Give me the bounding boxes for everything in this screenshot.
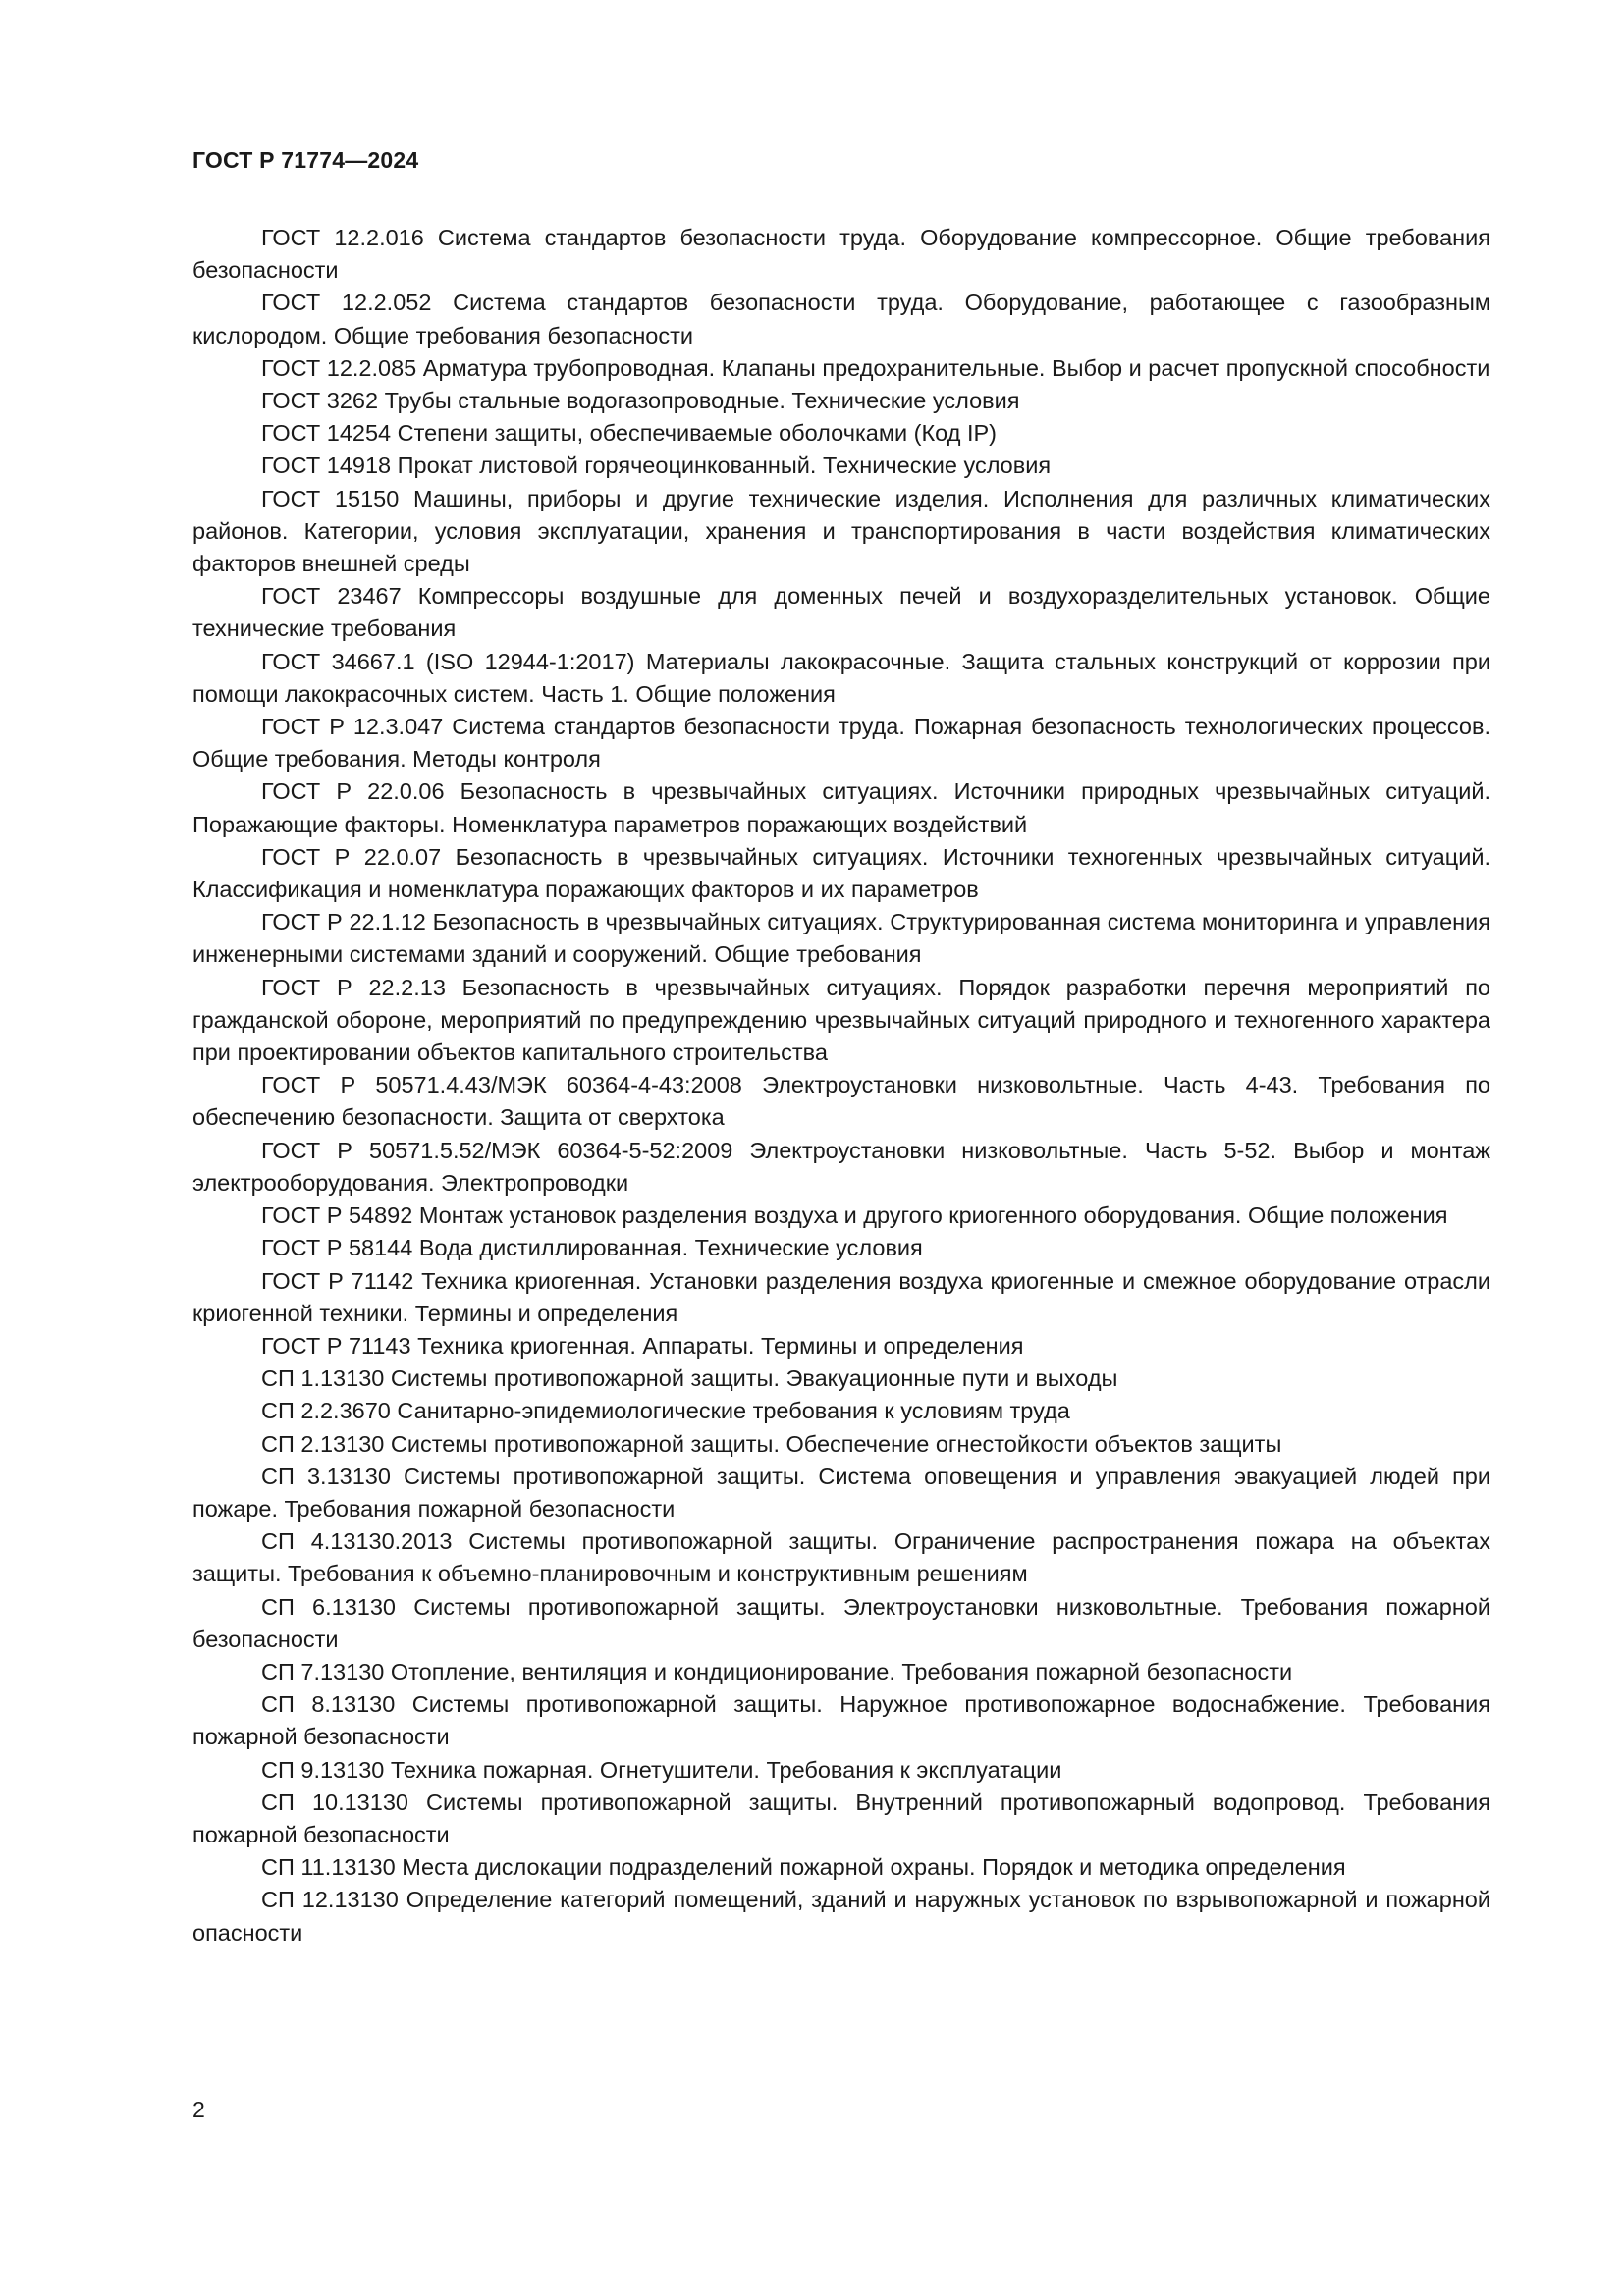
normative-references-list (192, 222, 1490, 1949)
reference-item: ГОСТ Р 22.1.12 Безопасность в чрезвычайных ситуациях. Структурированная система мониторинга и управления инженерными системами зданий и сооружений. Общие требования (192, 909, 1490, 968)
reference-item: СП 8.13130 Системы противопожарной защиты. Наружное противопожарное водоснабжение. Требования пожарной безопасности (192, 1691, 1490, 1750)
reference-item: ГОСТ Р 22.0.07 Безопасность в чрезвычайных ситуациях. Источники техногенных чрезвычайных ситуаций. Классификация и номенклатура поражающих факторов и их параметров (192, 843, 1490, 903)
reference-item: ГОСТ Р 50571.4.43/МЭК 60364-4-43:2008 Электроустановки низковольтные. Часть 4-43. Требования по обеспечению безопасности. Защита от сверхтока (192, 1072, 1490, 1131)
reference-item: ГОСТ 14918 Прокат листовой горячеоцинкованный. Технические условия (261, 453, 1052, 479)
reference-item: ГОСТ 14254 Степени защиты, обеспечиваемые оболочками (Код IP) (261, 420, 997, 447)
reference-item: СП 2.13130 Системы противопожарной защиты. Обеспечение огнестойкости объектов защиты (261, 1430, 1282, 1457)
reference-item: ГОСТ 12.2.052 Система стандартов безопасности труда. Оборудование, работающее с газообразным кислородом. Общие требования безопасности (192, 290, 1490, 348)
reference-item: ГОСТ Р 54892 Монтаж установок разделения воздуха и другого криогенного оборудования. Общие положения (261, 1202, 1448, 1229)
document-header-title: ГОСТ Р 71774—2024 (192, 147, 419, 173)
reference-item: ГОСТ 34667.1 (ISO 12944-1:2017) Материалы лакокрасочные. Защита стальных конструкций от коррозии при помощи лакокрасочных систем. Часть 1. Общие положения (192, 648, 1490, 707)
reference-item: ГОСТ 23467 Компрессоры воздушные для доменных печей и воздухоразделительных установок. Общие технические требования (192, 583, 1490, 642)
reference-item: ГОСТ 15150 Машины, приборы и другие технические изделия. Исполнения для различных климатических районов. Категории, условия эксплуатации, хранения и транспортирования в части воздействия климатических факторов внешней среды (192, 485, 1490, 577)
reference-item: СП 12.13130 Определение категорий помещений, зданий и наружных установок по взрывопожарной и пожарной опасности (192, 1887, 1490, 1946)
reference-item: СП 7.13130 Отопление, вентиляция и кондиционирование. Требования пожарной безопасности (261, 1658, 1293, 1684)
reference-item: ГОСТ 3262 Трубы стальные водогазопроводные. Технические условия (261, 388, 1020, 414)
reference-item: СП 4.13130.2013 Системы противопожарной защиты. Ограничение распространения пожара на объектах защиты. Требования к объемно-планировочным и конструктивным решениям (192, 1528, 1490, 1587)
reference-item: СП 3.13130 Системы противопожарной защиты. Система оповещения и управления эвакуацией людей при пожаре. Требования пожарной безопасности (192, 1463, 1490, 1522)
reference-item: СП 10.13130 Системы противопожарной защиты. Внутренний противопожарный водопровод. Требования пожарной безопасности (192, 1789, 1490, 1847)
reference-item: ГОСТ 12.2.016 Система стандартов безопасности труда. Оборудование компрессорное. Общие требования безопасности (192, 225, 1490, 284)
reference-item: ГОСТ Р 12.3.047 Система стандартов безопасности труда. Пожарная безопасность технологических процессов. Общие требования. Методы контроля (192, 714, 1490, 773)
reference-item: СП 1.13130 Системы противопожарной защиты. Эвакуационные пути и выходы (261, 1365, 1118, 1392)
reference-item: СП 6.13130 Системы противопожарной защиты. Электроустановки низковольтные. Требования пожарной безопасности (192, 1593, 1490, 1652)
reference-item: ГОСТ Р 50571.5.52/МЭК 60364-5-52:2009 Электроустановки низковольтные. Часть 5-52. Выбор и монтаж электрооборудования. Электропроводки (192, 1137, 1490, 1196)
reference-item: СП 2.2.3670 Санитарно-эпидемиологические требования к условиям труда (261, 1398, 1070, 1424)
reference-item: СП 9.13130 Техника пожарная. Огнетушители. Требования к эксплуатации (261, 1756, 1062, 1783)
reference-item: ГОСТ Р 22.2.13 Безопасность в чрезвычайных ситуациях. Порядок разработки перечня мероприятий по гражданской обороне, мероприятий по предупреждению чрезвычайных ситуаций природного и техногенного характера при проектировании объектов капитального строительства (192, 974, 1490, 1066)
page-number: 2 (192, 2097, 205, 2122)
reference-item: ГОСТ 12.2.085 Арматура трубопроводная. Клапаны предохранительные. Выбор и расчет пропускной способности (261, 354, 1490, 381)
reference-item: СП 11.13130 Места дислокации подразделений пожарной охраны. Порядок и методика определения (261, 1854, 1346, 1881)
reference-item: ГОСТ Р 22.0.06 Безопасность в чрезвычайных ситуациях. Источники природных чрезвычайных ситуаций. Поражающие факторы. Номенклатура параметров поражающих воздействий (192, 778, 1490, 837)
reference-item: ГОСТ Р 58144 Вода дистиллированная. Технические условия (261, 1235, 923, 1261)
reference-item: ГОСТ Р 71142 Техника криогенная. Установки разделения воздуха криогенные и смежное оборудование отрасли криогенной техники. Термины и определения (192, 1267, 1490, 1326)
reference-item: ГОСТ Р 71143 Техника криогенная. Аппараты. Термины и определения (261, 1332, 1024, 1359)
